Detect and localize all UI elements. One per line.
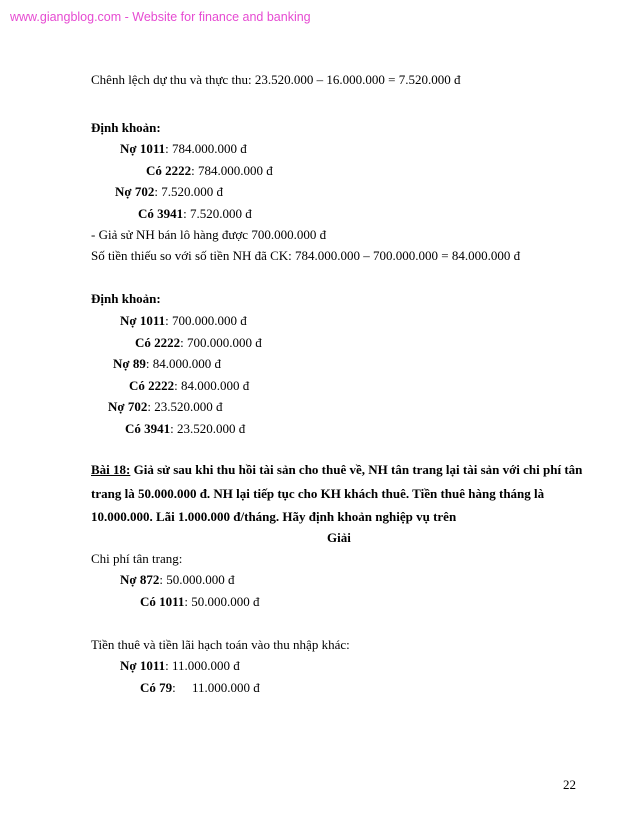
text-line: Số tiền thiếu so với số tiền NH đã CK: 784.000.000 – 700.000.000 = 84.000.000 đ <box>91 248 521 263</box>
account-amount: : 50.000.000 đ <box>184 594 260 609</box>
account-amount: : 23.520.000 đ <box>147 399 223 414</box>
entry-line <box>129 378 249 393</box>
exercise-label: Bài 18: <box>91 462 131 477</box>
account-amount: : 50.000.000 đ <box>159 572 235 587</box>
section-heading: Định khoản: <box>91 120 161 135</box>
account-amount: : 11.000.000 đ <box>172 680 260 695</box>
entry-line <box>135 335 262 350</box>
text-line: - Giả sử NH bán lô hàng được 700.000.000 đ <box>91 227 327 242</box>
entry-line <box>113 356 221 371</box>
account-label: Có 3941 <box>138 206 184 221</box>
entry-line <box>115 184 223 199</box>
account-label: Có 79 <box>140 680 173 695</box>
entry-line <box>108 399 222 414</box>
entry-line <box>125 421 245 436</box>
account-label: Có 1011 <box>140 594 185 609</box>
account-label: Có 2222 <box>135 335 181 350</box>
account-amount: : 7.520.000 đ <box>154 184 223 199</box>
account-label: Nợ 1011 <box>120 313 166 328</box>
entry-line <box>140 680 260 695</box>
account-amount: : 784.000.000 đ <box>165 141 247 156</box>
exercise-line <box>91 462 582 477</box>
exercise-line: 10.000.000. Lãi 1.000.000 đ/tháng. Hãy định khoản nghiệp vụ trên <box>91 509 457 524</box>
account-amount: : 11.000.000 đ <box>165 658 240 673</box>
account-label: Nợ 1011 <box>120 141 166 156</box>
text-line: Chi phí tân trang: <box>91 551 183 566</box>
account-label: Nợ 89 <box>113 356 146 371</box>
text-line: Tiền thuê và tiền lãi hạch toán vào thu nhập khác: <box>91 637 350 652</box>
entry-line <box>146 163 273 178</box>
solution-heading: Giải <box>327 530 351 545</box>
section-heading: Định khoản: <box>91 291 161 306</box>
account-amount: : 84.000.000 đ <box>174 378 250 393</box>
account-label: Nợ 702 <box>115 184 155 199</box>
account-amount: : 700.000.000 đ <box>165 313 247 328</box>
page-number: 22 <box>563 777 576 792</box>
account-amount: : 784.000.000 đ <box>191 163 273 178</box>
entry-line <box>120 313 247 328</box>
account-label: Nợ 872 <box>120 572 160 587</box>
entry-line <box>120 572 234 587</box>
account-amount: : 7.520.000 đ <box>183 206 252 221</box>
exercise-text: Giả sử sau khi thu hồi tài sản cho thuê về, NH tân trang lại tài sản với chi phí tân <box>130 462 583 477</box>
entry-line <box>138 206 252 221</box>
exercise-line: trang là 50.000.000 đ. NH lại tiếp tục cho KH khách thuê. Tiền thuê hàng tháng là <box>91 486 545 501</box>
account-label: Có 3941 <box>125 421 171 436</box>
account-label: Có 2222 <box>146 163 192 178</box>
account-label: Nợ 1011 <box>120 658 166 673</box>
entry-line <box>120 141 247 156</box>
account-label: Nợ 702 <box>108 399 148 414</box>
watermark-header: www.giangblog.com - Website for finance and banking <box>10 10 311 24</box>
account-label: Có 2222 <box>129 378 175 393</box>
account-amount: : 700.000.000 đ <box>180 335 262 350</box>
entry-line <box>120 658 240 673</box>
text-line: Chênh lệch dự thu và thực thu: 23.520.000 – 16.000.000 = 7.520.000 đ <box>91 72 461 87</box>
account-amount: : 23.520.000 đ <box>170 421 246 436</box>
entry-line <box>140 594 260 609</box>
account-amount: : 84.000.000 đ <box>145 356 221 371</box>
